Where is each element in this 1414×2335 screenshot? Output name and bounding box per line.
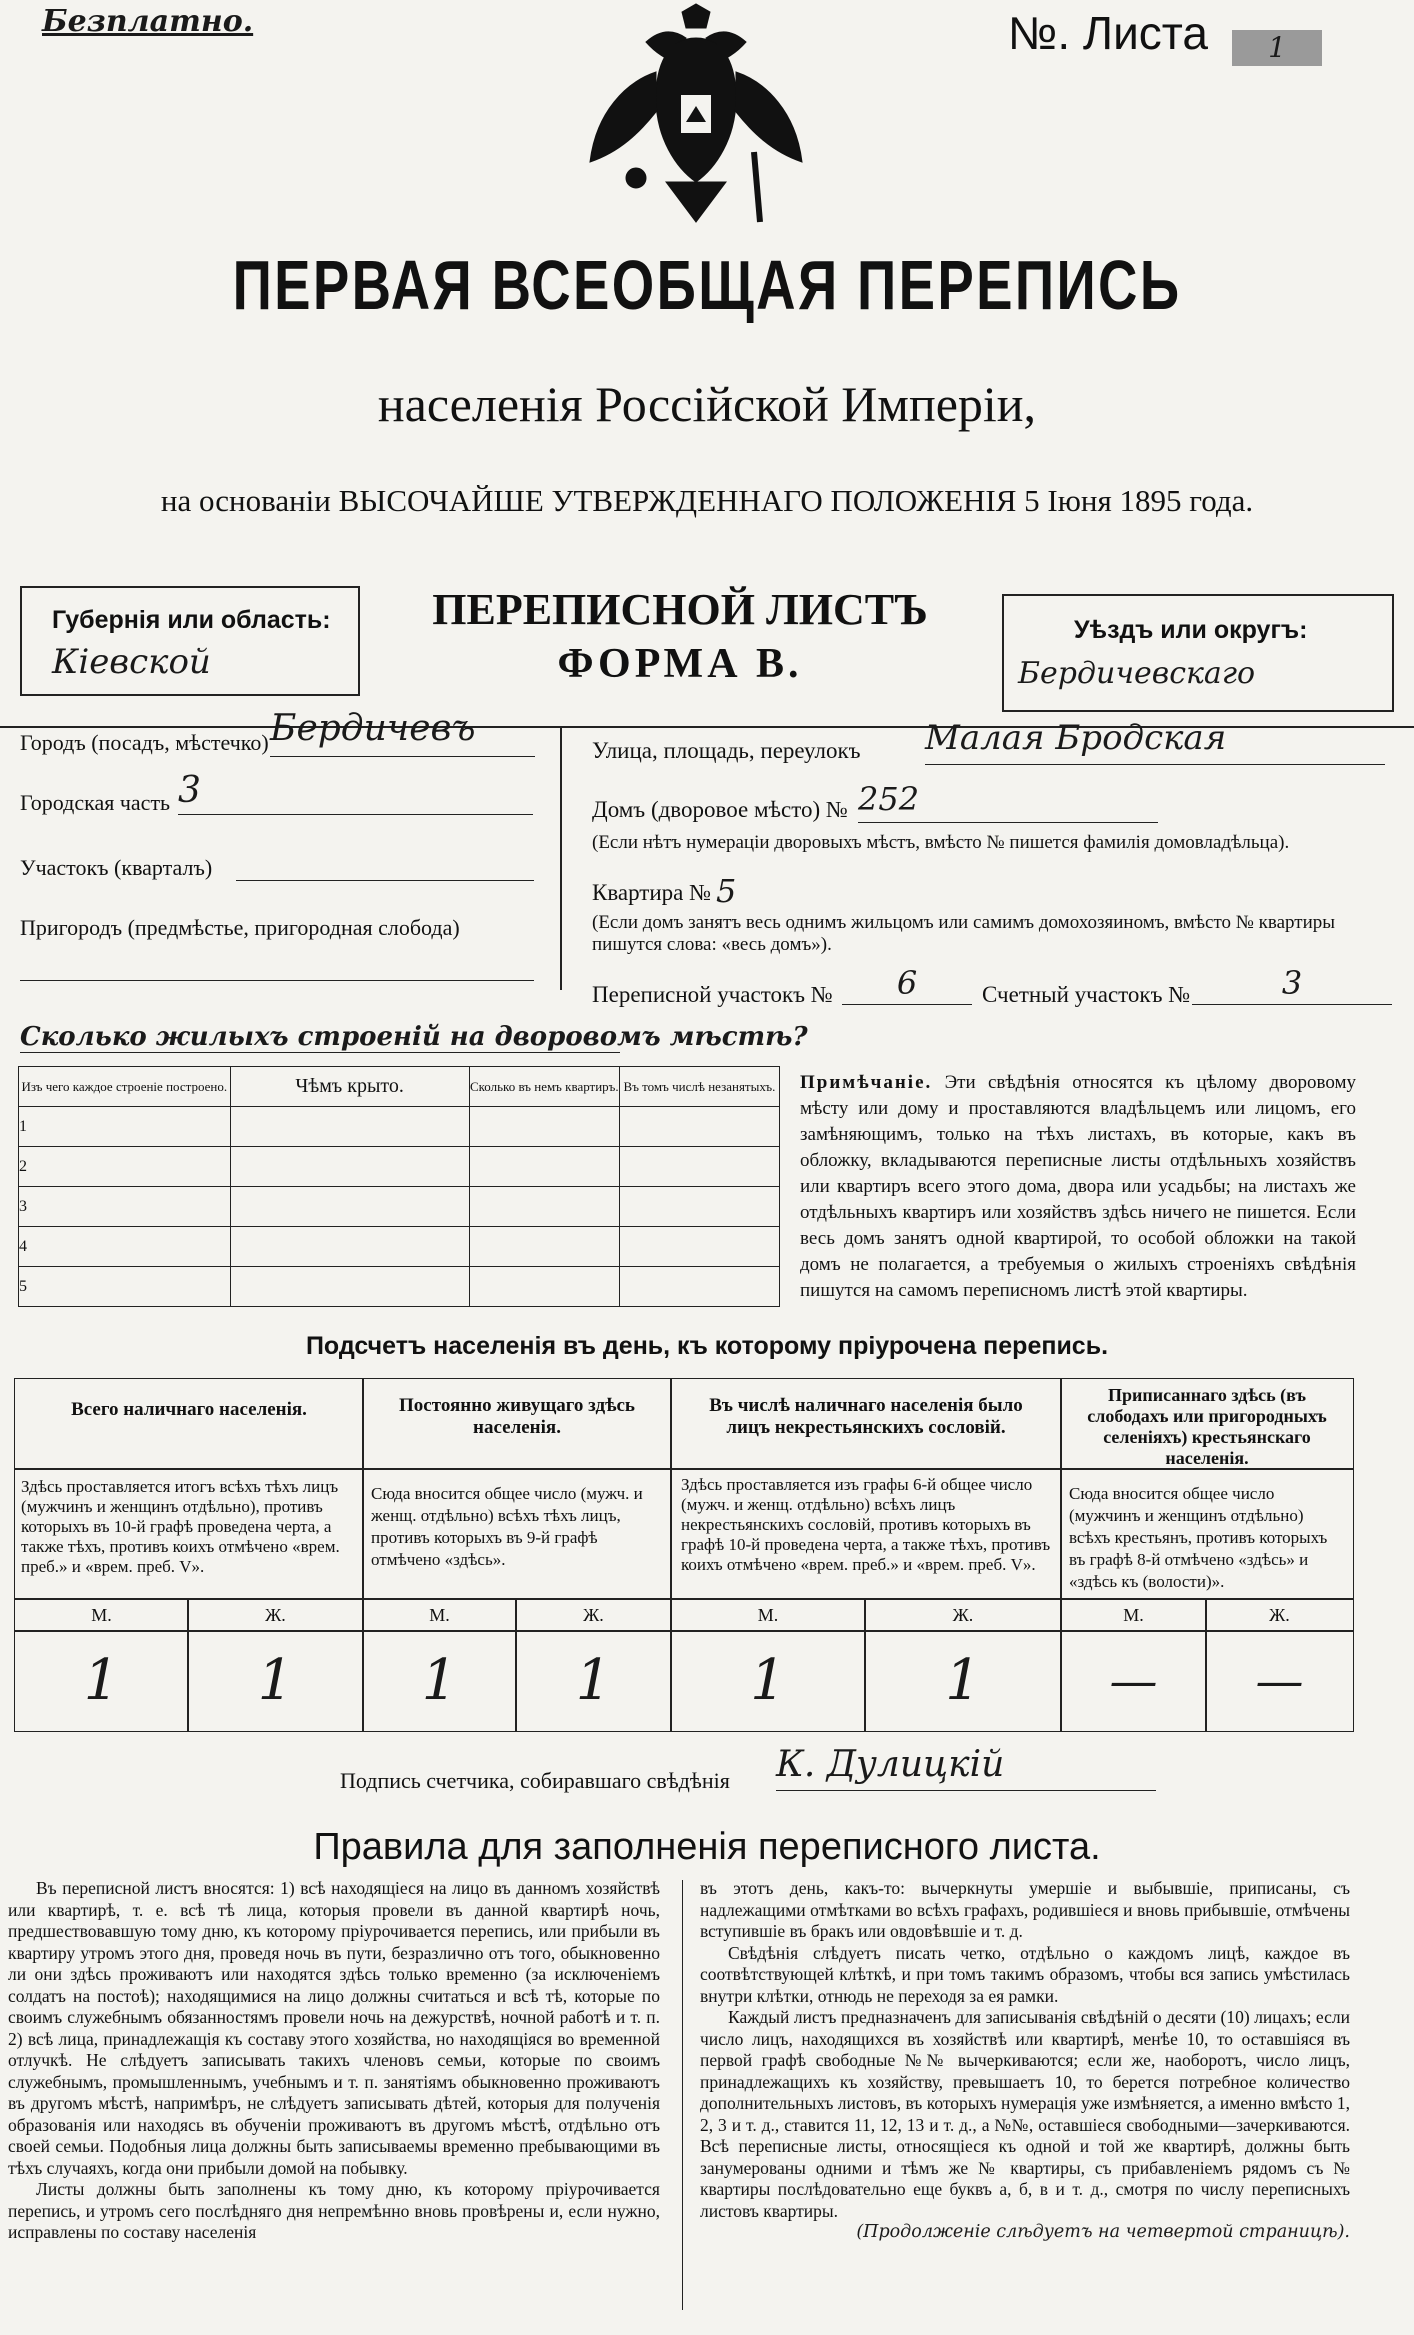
house-label: Домъ (дворовое мѣсто) № bbox=[592, 797, 848, 822]
counting-district-label: Счетный участокъ № bbox=[982, 982, 1191, 1007]
form-label: ФОРМА В. bbox=[557, 641, 803, 687]
pop-col4-m-value: — bbox=[1060, 1630, 1207, 1732]
uezd-box bbox=[1002, 594, 1394, 712]
note-block bbox=[800, 1070, 1356, 1304]
pop-col4-zh-value: — bbox=[1205, 1630, 1354, 1732]
pop-col1-zh-value: 1 bbox=[187, 1630, 364, 1732]
rules-paragraph: въ этотъ день, какъ-то: вычеркнуты умершіе и выбывшіе, приписаны, съ надлежащими отмѣтками во всѣхъ графахъ, родившіеся и вновь прибывшіе, отмѣчены вступившіе въ бракъ или овдовѣвшіе и т. д. bbox=[700, 1878, 1350, 1941]
pop-col4-zh-label: Ж. bbox=[1205, 1598, 1354, 1632]
city-value: Бердичевъ bbox=[270, 708, 535, 757]
rules-continued: (Продолженіе слѣдуетъ на четвертой страницѣ). bbox=[856, 2222, 1350, 2242]
buildings-question: Сколько жилыхъ строеній на дворовомъ мѣстѣ? bbox=[20, 1022, 808, 1052]
table-row bbox=[19, 1107, 780, 1147]
pop-col3-desc: Здѣсь проставляется изъ графы 6-й общее число (мужч. и женщ. отдѣльно) всѣхъ лицъ некрестьянскихъ сословій, противъ которыхъ въ графѣ 10-й проведена черта, а также тѣхъ, противъ коихъ отмѣчено «врем. преб.» и «врем. преб. V». bbox=[670, 1468, 1062, 1600]
census-district-label: Переписной участокъ № bbox=[592, 982, 833, 1007]
row-number: 1 bbox=[19, 1107, 231, 1147]
table-row bbox=[19, 1187, 780, 1227]
gubernia-box bbox=[20, 586, 360, 696]
pop-col3-zh-value: 1 bbox=[864, 1630, 1062, 1732]
double-headed-eagle-icon bbox=[586, 2, 806, 232]
pop-col3-head: Въ числѣ наличнаго населенія было лицъ некрестьянскихъ сословій. bbox=[670, 1378, 1062, 1470]
pop-col4-head: Приписаннаго здѣсь (въ слободахъ или пригородныхъ селеніяхъ) крестьянскаго населенія. bbox=[1060, 1378, 1354, 1470]
sheet-number-value: 1 bbox=[1232, 30, 1322, 66]
house-note: (Если нѣтъ нумераціи дворовыхъ мѣстъ, вмѣсто № пишется фамилія домовладѣльца). bbox=[592, 832, 1290, 853]
apartment-value: 5 bbox=[716, 872, 737, 910]
street-label: Улица, площадь, переулокъ bbox=[592, 738, 861, 763]
street-value: Малая Бродская bbox=[925, 718, 1385, 765]
col-vacant: Въ томъ числѣ незанятыхъ. bbox=[619, 1067, 779, 1107]
rules-paragraph: Свѣдѣнія слѣдуетъ писать четко, отдѣльно о каждомъ лицѣ, каждое въ соотвѣтствующей клѣткѣ, и при томъ такимъ образомъ, чтобы вся запись умѣстилась внутри клѣтки, отнюдь не переходя за ея рамки. bbox=[700, 1942, 1350, 2006]
gubernia-value: Кіевской bbox=[52, 642, 211, 682]
row-number: 3 bbox=[19, 1187, 231, 1227]
rules-divider bbox=[682, 1880, 683, 2310]
uezd-label: Уѣздъ или округъ: bbox=[1074, 616, 1308, 644]
rules-left-column bbox=[8, 1878, 660, 2244]
rules-title: Правила для заполненія переписного листа. bbox=[313, 1826, 1101, 1868]
buildings-table bbox=[18, 1066, 780, 1307]
population-title: Подсчетъ населенія въ день, къ которому пріурочена перепись. bbox=[305, 1332, 1109, 1360]
pop-col3-m-label: М. bbox=[670, 1598, 866, 1632]
table-row bbox=[19, 1227, 780, 1267]
uezd-value: Бердичевскаго bbox=[1018, 656, 1256, 691]
city-part-value: 3 bbox=[178, 770, 533, 815]
pop-col3-m-value: 1 bbox=[670, 1630, 866, 1732]
rules-paragraph: Листы должны быть заполнены къ тому дню, къ которому пріурочивается перепись, и утромъ сего послѣдняго дня непремѣнно вновь провѣрены и, если нужно, исправлены по составу населенія bbox=[8, 2179, 660, 2242]
col-material: Изъ чего каждое строеніе построено. bbox=[19, 1067, 231, 1107]
main-title: ПЕРВАЯ ВСЕОБЩАЯ ПЕРЕПИСЬ bbox=[232, 246, 1182, 324]
city-part-label: Городская часть bbox=[20, 790, 171, 815]
pop-col4-m-label: М. bbox=[1060, 1598, 1207, 1632]
signature-value: К. Дулицкій bbox=[776, 1744, 1156, 1791]
pop-col2-zh-value: 1 bbox=[515, 1630, 672, 1732]
basis-line: на основаніи ВЫСОЧАЙШЕ УТВЕРЖДЕННАГО ПОЛОЖЕНІЯ 5 Іюня 1895 года. bbox=[160, 483, 1254, 518]
pop-col2-head: Постоянно живущаго здѣсь населенія. bbox=[362, 1378, 672, 1470]
rules-paragraph: Въ переписной листъ вносятся: 1) всѣ находящіеся на лицо въ данномъ хозяйствѣ или квартирѣ, т. е. всѣ тѣ лица, которыя провели въ данной квартирѣ ночь, предшествовавшую тому дню, къ которому пріурочивается перепись, или прибыли въ квартиру утромъ этого дня, проведя ночь въ пути, безразлично отъ того, обыкновенно ли они здѣсь проживаютъ или находятся здѣсь только временно (за исключеніемъ солдатъ на постоѣ); находящимися на лицо должны считаться и всѣ тѣ, которые по своимъ служебнымъ обязанностямъ провели ночь на дежурствѣ, ночной работѣ и т. п. 2) всѣ лица, принадлежащія къ составу этого хозяйства, но находящіяся во временной отлучкѣ. Не слѣдуетъ записывать такихъ членовъ семьи, которые по своимъ служебнымъ, промышленнымъ, учебнымъ и т. п. занятіямъ обыкновенно проживаютъ въ другомъ мѣстѣ, напримѣръ, не слѣдуетъ записывать дѣтей, которыя для полученія образованія или находясь въ обученіи проживаютъ въ другомъ мѣстѣ, отдѣльно отъ своей семьи. Подобныя лица должны быть записываемы временно пребывающими въ тѣхъ случаяхъ, когда они прибыли домой на побывку. bbox=[8, 1878, 660, 2178]
house-value: 252 bbox=[858, 780, 1158, 823]
row-number: 5 bbox=[19, 1267, 231, 1307]
rules-paragraph: Каждый листъ предназначенъ для записыванія свѣдѣній о десяти (10) лицахъ; если число лицъ, находящихся въ хозяйствѣ или квартирѣ, менѣе 10, то оставшіяся въ первой графѣ свободные №№ вычеркиваются; если же, наоборотъ, число лицъ, принадлежащихъ къ хозяйству, превышаетъ 10, то берется потребное количество дополнительныхъ листовъ, въ которыхъ нумерація уже измѣняется, а именно вмѣсто 1, 2, 3 и т. д., ставится 11, 12, 13 и т. д., а №№, оставшіеся свободными—зачеркиваются. Всѣ переписные листы, относящіеся къ одной и той же квартирѣ, должны быть занумерованы одними и тѣмъ же № квартиры, съ прибавленіемъ рядомъ съ № квартиры послѣдовательно еще буквъ а, б, в и т. д., смотря по числу переписныхъ листовъ квартиры. bbox=[700, 2007, 1350, 2221]
rules-right-column bbox=[700, 1878, 1350, 2244]
population-table bbox=[14, 1378, 1328, 1748]
district-field bbox=[236, 880, 534, 881]
pop-col3-zh-label: Ж. bbox=[864, 1598, 1062, 1632]
pop-col1-zh-label: Ж. bbox=[187, 1598, 364, 1632]
pop-col2-zh-label: Ж. bbox=[515, 1598, 672, 1632]
signature-label: Подпись счетчика, собиравшаго свѣдѣнія bbox=[340, 1768, 730, 1793]
sheet-number-label: №. Листа bbox=[1008, 7, 1208, 59]
col-roof: Чѣмъ крыто. bbox=[230, 1067, 469, 1107]
pop-col2-m-value: 1 bbox=[362, 1630, 517, 1732]
row-number: 4 bbox=[19, 1227, 231, 1267]
free-label: Безплатно. bbox=[42, 4, 254, 39]
note-text: Эти свѣдѣнія относятся къ цѣлому дворовому мѣсту или дому и проставляются владѣльцемъ или лицомъ, его замѣняющимъ, только на тѣхъ листахъ, въ которые, какъ въ обложку, вкладываются переписные листы отдѣльныхъ хозяйствъ или квартиръ всего этого дома, двора или усадьбы; на листахъ же отдѣльныхъ квартиръ или хозяйствъ здѣсь ничего не пишется. Если весь домъ занятъ одной квартирой, то особой обложки на такой домъ не полагается, а требуемыя о жилыхъ строеніяхъ свѣдѣнія пишутся на самомъ переписномъ листѣ этой квартиры. bbox=[800, 1072, 1356, 1301]
city-label: Городъ (посадъ, мѣстечко) bbox=[20, 730, 269, 755]
buildings-question-line bbox=[20, 1052, 620, 1053]
col-apartments: Сколько въ немъ квартиръ. bbox=[469, 1067, 619, 1107]
row-number: 2 bbox=[19, 1147, 231, 1187]
census-district-value: 6 bbox=[842, 964, 972, 1005]
subtitle: населенія Россійской Имперіи, bbox=[377, 376, 1037, 432]
counting-district-value: 3 bbox=[1192, 964, 1392, 1005]
pop-col1-m-value: 1 bbox=[14, 1630, 189, 1732]
pop-col1-m-label: М. bbox=[14, 1598, 189, 1632]
district-label: Участокъ (кварталъ) bbox=[20, 855, 213, 880]
note-label: Примѣчаніе. bbox=[800, 1072, 933, 1093]
table-row bbox=[19, 1267, 780, 1307]
gubernia-label: Губернія или область: bbox=[52, 606, 331, 634]
pop-col1-head: Всего наличнаго населенія. bbox=[14, 1378, 364, 1470]
apartment-note: (Если домъ занятъ весь однимъ жильцомъ или самимъ домохозяиномъ, вмѣсто № квартиры пишутся слова: «весь домъ»). bbox=[592, 912, 1336, 955]
sheet-title: ПЕРЕПИСНОЙ ЛИСТЪ bbox=[432, 585, 928, 634]
pop-col1-desc: Здѣсь проставляется итогъ всѣхъ тѣхъ лицъ (мужчинъ и женщинъ отдѣльно), противъ которыхъ въ 10-й графѣ проведена черта, а также тѣхъ, противъ коихъ отмѣчено «врем. преб.» и «врем. преб. V». bbox=[14, 1468, 364, 1600]
pop-col2-desc: Сюда вносится общее число (мужч. и женщ. отдѣльно) всѣхъ тѣхъ лицъ, противъ которыхъ въ 9-й графѣ отмѣчено «здѣсь». bbox=[362, 1468, 672, 1600]
apartment-label: Квартира № bbox=[592, 880, 712, 905]
suburb-field bbox=[20, 980, 534, 981]
suburb-label: Пригородъ (предмѣстье, пригородная слобода) bbox=[20, 915, 460, 940]
pop-col4-desc: Сюда вносится общее число (мужчинъ и женщинъ отдѣльно) всѣхъ крестьянъ, противъ которыхъ въ графѣ 8-й отмѣчено «здѣсь» и «здѣсь къ (волости)». bbox=[1060, 1468, 1354, 1600]
table-row bbox=[19, 1147, 780, 1187]
pop-col2-m-label: М. bbox=[362, 1598, 517, 1632]
divider-vertical bbox=[560, 728, 562, 990]
